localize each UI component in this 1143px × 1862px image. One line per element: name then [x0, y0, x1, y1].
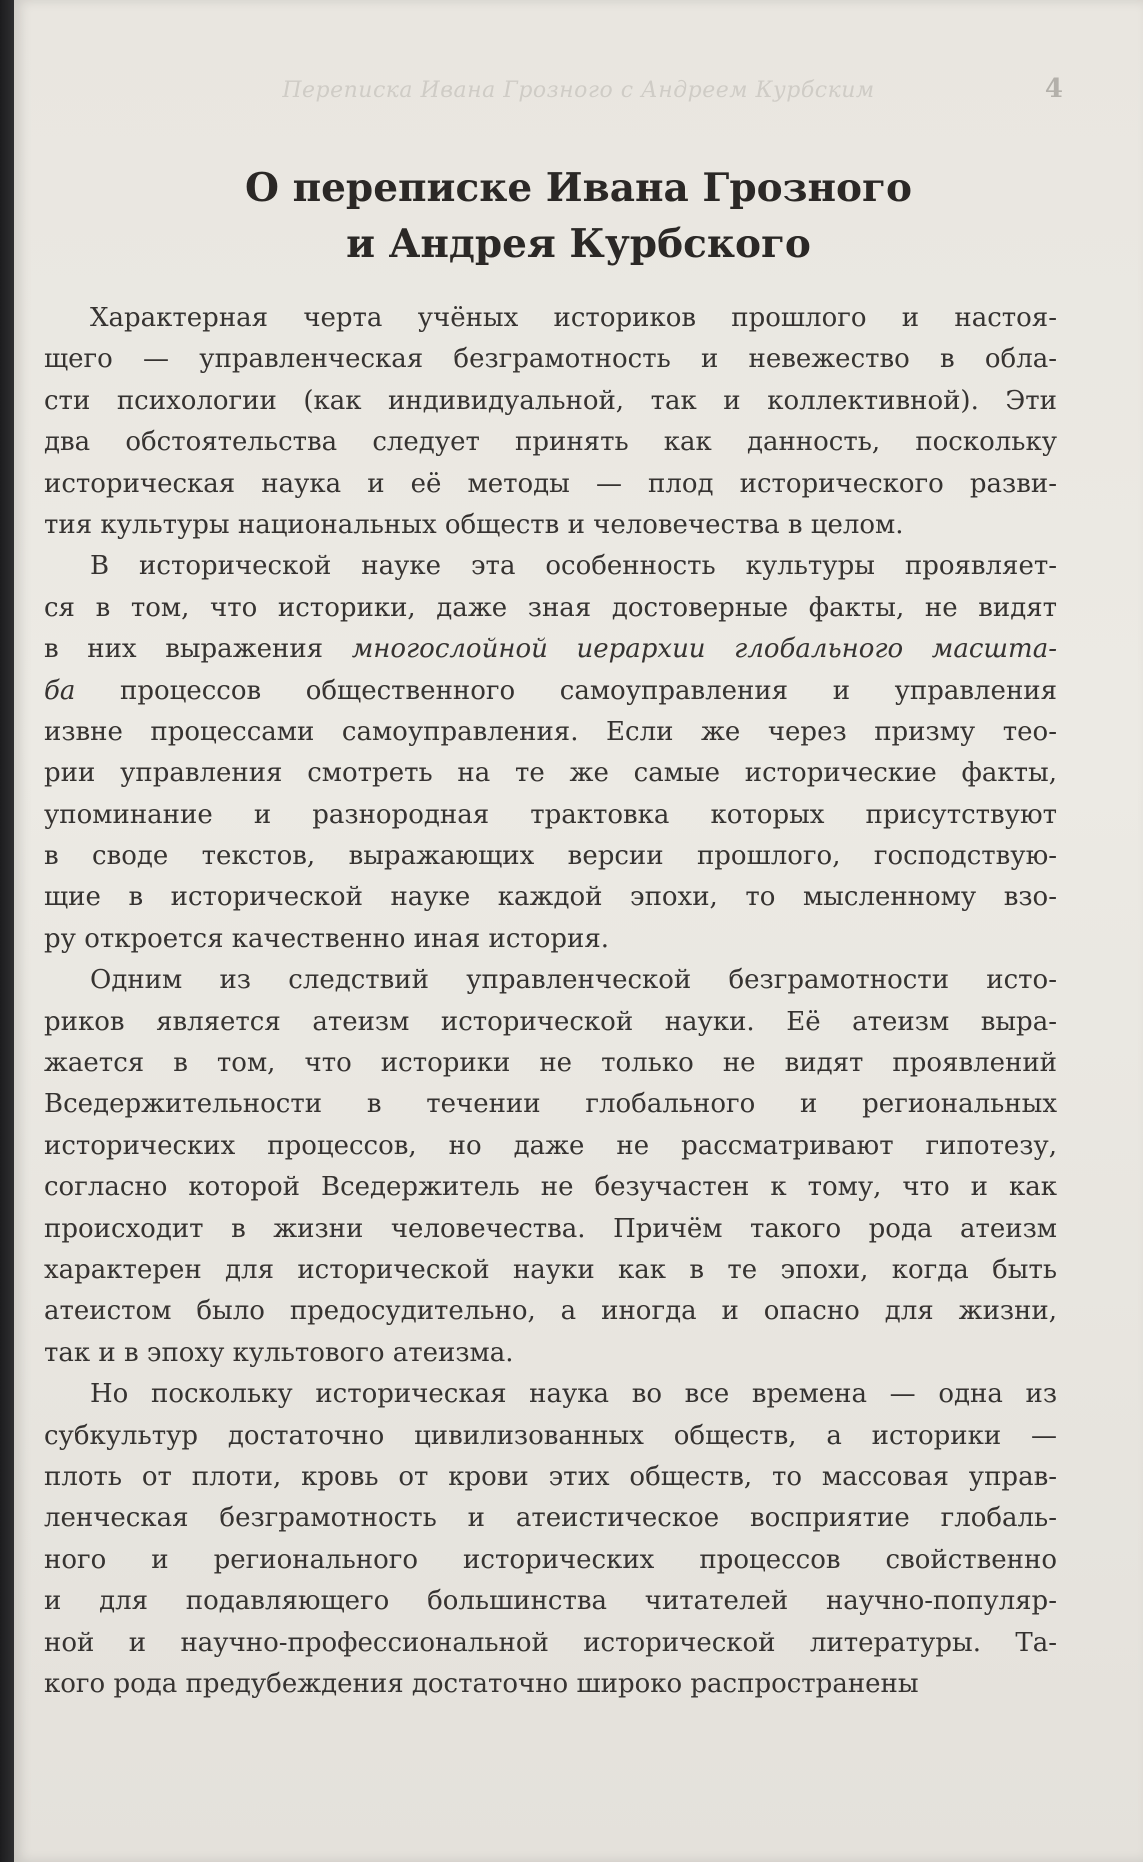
text-line: ленческая безграмотность и атеистическое восприятие глобаль-: [44, 1503, 1057, 1534]
text-line: Вседержительности в течении глобального и региональных: [44, 1089, 1057, 1120]
running-head: Переписка Ивана Грозного с Андреем Курбским: [282, 78, 875, 103]
text-line: субкультур достаточно цивилизованных обществ, а историки —: [44, 1420, 1057, 1451]
text-line: жается в том, что историки не только не видят проявлений: [44, 1048, 1057, 1079]
text-line: кого рода предубеждения достаточно широко распространены: [44, 1668, 919, 1699]
text-line: тия культуры национальных обществ и человечества в целом.: [44, 509, 904, 540]
text-line: риков является атеизм исторической науки. Её атеизм выра-: [44, 1006, 1057, 1037]
text-line: плоть от плоти, кровь от крови этих обществ, то массовая управ-: [44, 1461, 1057, 1492]
text-line: согласно которой Вседержитель не безучастен к тому, что и как: [44, 1172, 1057, 1203]
book-page: [14, 0, 1143, 1862]
text-line: Одним из следствий управленческой безграмотности исто-: [90, 965, 1057, 996]
chapter-title: [14, 160, 1143, 272]
italic-run: многослойной иерархии глобального масшта-: [351, 634, 1057, 665]
text-line: сти психологии (как индивидуальной, так и коллективной). Эти: [44, 385, 1057, 416]
text-line: ной и научно-профессиональной исторической литературы. Та-: [44, 1627, 1057, 1658]
text-line: рии управления смотреть на те же самые исторические факты,: [44, 758, 1057, 789]
text-line: атеистом было предосудительно, а иногда и опасно для жизни,: [44, 1296, 1057, 1327]
text-line: ру откроется качественно иная история.: [44, 923, 610, 954]
text-run: в них выражения: [44, 634, 352, 665]
text-line: щего — управленческая безграмотность и невежество в обла-: [44, 344, 1057, 375]
text-line: происходит в жизни человечества. Причём такого рода атеизм: [44, 1213, 1057, 1244]
italic-run: ба: [44, 675, 76, 706]
text-run: процессов общественного самоуправления и управления: [75, 675, 1057, 706]
chapter-title-line-1: О переписке Ивана Грозного: [245, 165, 912, 211]
text-line: характерен для исторической науки как в те эпохи, когда быть: [44, 1254, 1057, 1285]
text-line: Но поскольку историческая наука во все времена — одна из: [90, 1379, 1057, 1410]
body-text: [44, 298, 1057, 1705]
text-line: ся в том, что историки, даже зная достоверные факты, не видят: [44, 592, 1057, 623]
text-line-mixed: [44, 629, 1057, 670]
text-line: исторических процессов, но даже не рассматривают гипотезу,: [44, 1130, 1057, 1161]
text-line: так и в эпоху культового атеизма.: [44, 1337, 514, 1368]
page-number: 4: [1044, 74, 1063, 104]
text-line: историческая наука и её методы — плод исторического разви-: [44, 468, 1057, 499]
text-line: и для подавляющего большинства читателей научно-популяр-: [44, 1586, 1057, 1617]
text-line: В исторической науке эта особенность культуры проявляет-: [90, 551, 1057, 582]
chapter-title-line-2: и Андрея Курбского: [346, 221, 811, 267]
text-line: извне процессами самоуправления. Если же через призму тео-: [44, 716, 1057, 747]
text-line: два обстоятельства следует принять как данность, поскольку: [44, 427, 1057, 458]
text-line: ного и регионального исторических процессов свойственно: [44, 1544, 1057, 1575]
text-line-mixed: [44, 671, 1057, 712]
text-line: упоминание и разнородная трактовка которых присутствуют: [44, 799, 1057, 830]
text-line: щие в исторической науке каждой эпохи, то мысленному взо-: [44, 882, 1057, 913]
text-line: Характерная черта учёных историков прошлого и настоя-: [90, 303, 1057, 333]
text-line: в своде текстов, выражающих версии прошлого, господствую-: [44, 841, 1057, 872]
